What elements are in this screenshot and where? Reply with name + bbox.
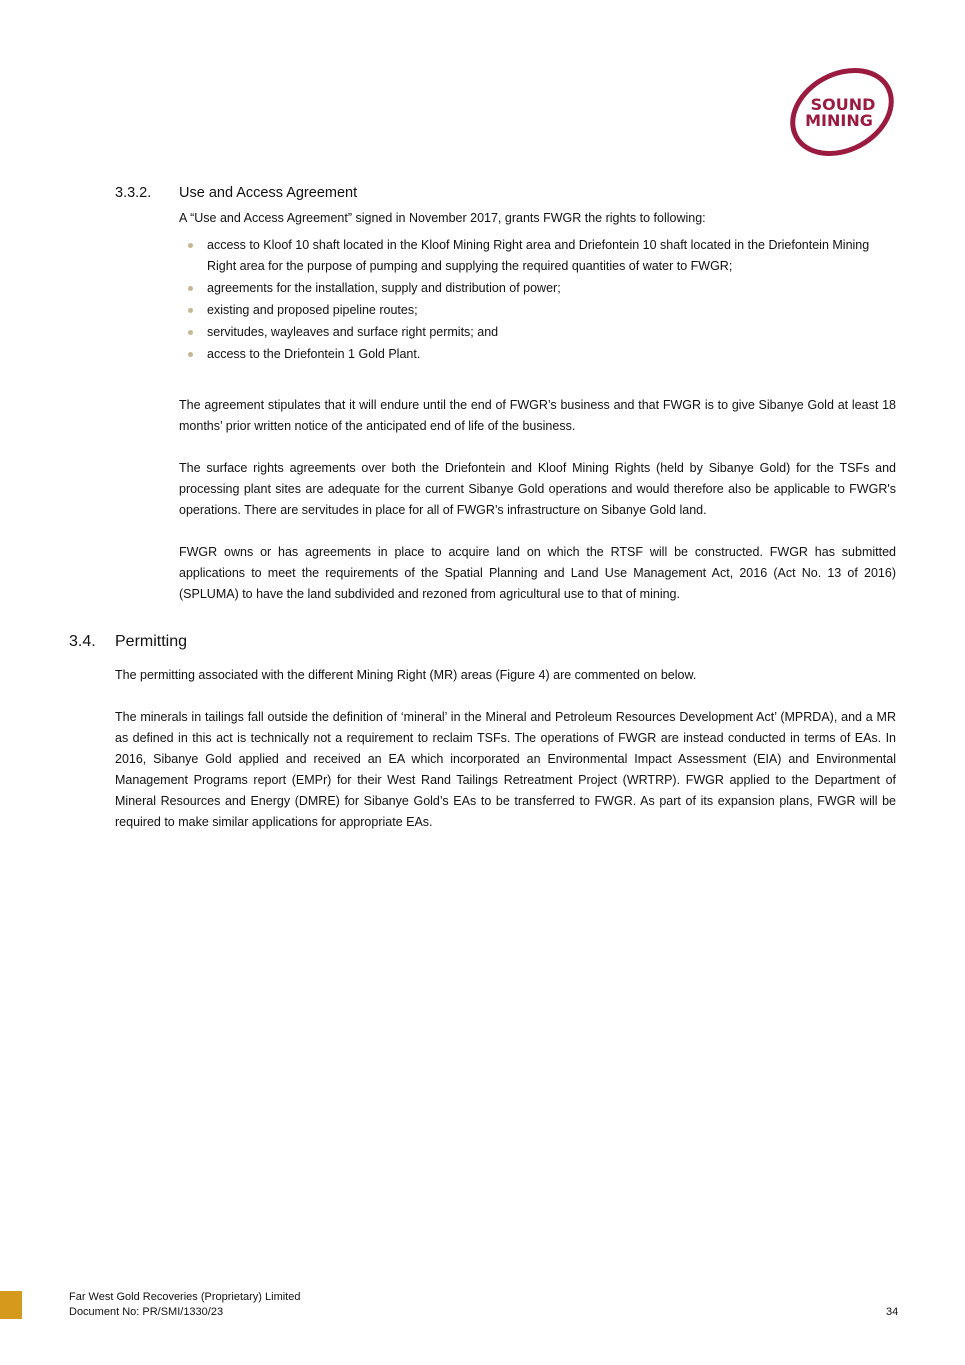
logo-text-line1: SOUND [810,95,876,114]
bullet-icon [188,308,193,313]
section-title: Permitting [115,633,188,650]
section-heading-3-4 [69,631,899,653]
intro-paragraph: A “Use and Access Agreement” signed in November 2017, grants FWGR the rights to following: [179,211,706,225]
section-title: Use and Access Agreement [179,185,358,201]
section-body-3-3-2 [179,208,896,605]
list-item [179,344,896,365]
list-item-text: access to the Driefontein 1 Gold Plant. [207,347,421,361]
rights-bullet-list [179,235,896,365]
footer-document-number: Document No: PR/SMI/1330/23 [69,1306,224,1318]
section-number: 3.4. [69,633,96,650]
footer [69,1290,300,1320]
list-item [179,300,896,321]
section-body-3-4 [115,665,896,833]
sound-mining-logo [784,66,900,158]
list-item [179,322,896,343]
list-item [179,278,896,299]
bullet-icon [188,286,193,291]
paragraph-rtsf-land: FWGR owns or has agreements in place to acquire land on which the RTSF will be constructed. FWGR has submitted applications to meet the requirements of the Spatial Planning and Land Use Management Act, 2016 (Act No. 13 of 2016) (SPLUMA) to have the land subdivided and rezoned from agricultural use to that of mining. [179,545,896,601]
list-item-text: access to Kloof 10 shaft located in the Kloof Mining Right area and Driefontein 10 shaft located in the Driefontein Mining Right area for the purpose of pumping and supplying the required quantities of water to FWGR; [207,238,870,273]
paragraph-minerals-in-tailings: The minerals in tailings fall outside the definition of ‘mineral’ in the Mineral and Petroleum Resources Development Act’ (MPRDA), and a MR as defined in this act is technically not a requirement to reclaim TSFs. The operations of FWGR are instead conducted in terms of EAs. In 2016, Sibanye Gold applied and received an EA which incorporated an Environmental Impact Assessment (EIA) and Environmental Management Programs report (EMPr) for their West Rand Tailings Retreatment Project (WRTRP). FWGR applied to the Department of Mineral Resources and Energy (DMRE) for Sibanye Gold’s EAs to be transferred to FWGR. As part of its expansion plans, FWGR will be required to make similar applications for appropriate EAs. [115,710,896,829]
bullet-icon [188,330,193,335]
logo-text-line2: MINING [805,111,873,130]
page-number: 34 [886,1306,899,1318]
list-item-text: agreements for the installation, supply and distribution of power; [207,281,561,295]
paragraph-surface-rights: The surface rights agreements over both the Driefontein and Kloof Mining Rights (held by Sibanye Gold) for the TSFs and processing plant sites are adequate for the current Sibanye Gold operations and would therefore also be applicable to FWGR's operations. There are servitudes in place for all of FWGR’s infrastructure on Sibanye Gold land. [179,461,896,517]
bullet-icon [188,243,193,248]
list-item-text: existing and proposed pipeline routes; [207,303,418,317]
section-number: 3.3.2. [115,185,152,201]
list-item [179,235,896,277]
list-item-text: servitudes, wayleaves and surface right permits; and [207,325,499,339]
paragraph-agreement-duration: The agreement stipulates that it will endure until the end of FWGR’s business and that FWGR is to give Sibanye Gold at least 18 months’ prior written notice of the anticipated end of life of the business. [179,398,896,433]
paragraph-permitting-intro: The permitting associated with the different Mining Right (MR) areas (Figure 4) are commented on below. [115,668,697,682]
footer-company: Far West Gold Recoveries (Proprietary) Limited [69,1291,301,1303]
bullet-icon [188,352,193,357]
section-heading-3-3-2 [115,183,905,203]
footer-accent-bar [0,1291,22,1319]
